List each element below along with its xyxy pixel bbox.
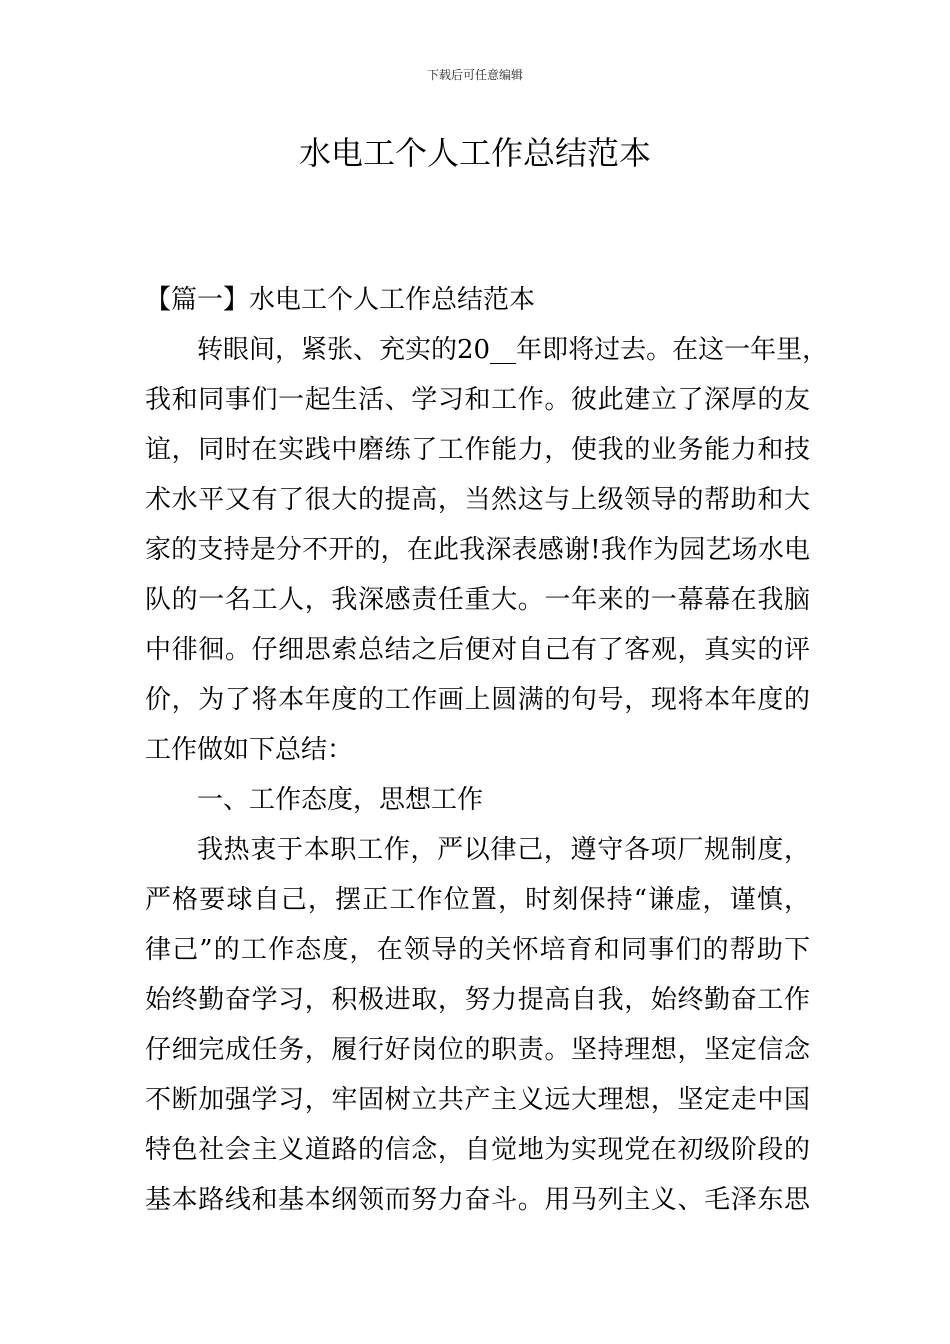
paragraph-line: 谊，同时在实践中磨练了工作能力，使我的业务能力和技	[145, 435, 810, 465]
paragraph-line: 家的支持是分不开的，在此我深表感谢!我作为园艺场水电	[145, 535, 810, 565]
paragraph-line: 特色社会主义道路的信念，自觉地为实现党在初级阶段的	[145, 1135, 810, 1165]
paragraph-line: 我热衷于本职工作，严以律己，遵守各项厂规制度，	[197, 835, 810, 865]
paragraph-line: 始终勤奋学习，积极进取，努力提高自我，始终勤奋工作	[145, 985, 810, 1015]
paragraph-line: 术水平又有了很大的提高，当然这与上级领导的帮助和大	[145, 485, 810, 515]
paragraph-line: 仔细完成任务，履行好岗位的职责。坚持理想，坚定信念	[145, 1035, 810, 1065]
document-body	[145, 275, 829, 1225]
paragraph-line: 我和同事们一起生活、学习和工作。彼此建立了深厚的友	[145, 385, 810, 415]
paragraph-line: 转眼间，紧张、充实的20__年即将过去。在这一年里，	[197, 335, 829, 365]
paragraph-line: 基本路线和基本纲领而努力奋斗。用马列主义、毛泽东思	[145, 1185, 810, 1215]
paragraph-line: 不断加强学习，牢固树立共产主义远大理想，坚定走中国	[145, 1085, 810, 1115]
header-note: 下载后可任意编辑	[426, 68, 523, 82]
subheading: 一、工作态度，思想工作	[197, 785, 484, 815]
document-title: 水电工个人工作总结范本	[298, 134, 651, 172]
paragraph-line: 工作做如下总结：	[145, 735, 354, 765]
paragraph-line: 价，为了将本年度的工作画上圆满的句号，现将本年度的	[145, 685, 810, 715]
paragraph-line: 中徘徊。仔细思索总结之后便对自己有了客观，真实的评	[145, 635, 810, 665]
paragraph-line: 律己”的工作态度，在领导的关怀培育和同事们的帮助下	[145, 935, 810, 965]
section-heading: 【篇一】水电工个人工作总结范本	[145, 285, 536, 315]
paragraph-line: 严格要球自己，摆正工作位置，时刻保持“谦虚，谨慎，	[145, 885, 810, 915]
paragraph-line: 队的一名工人，我深感责任重大。一年来的一幕幕在我脑	[145, 585, 810, 615]
